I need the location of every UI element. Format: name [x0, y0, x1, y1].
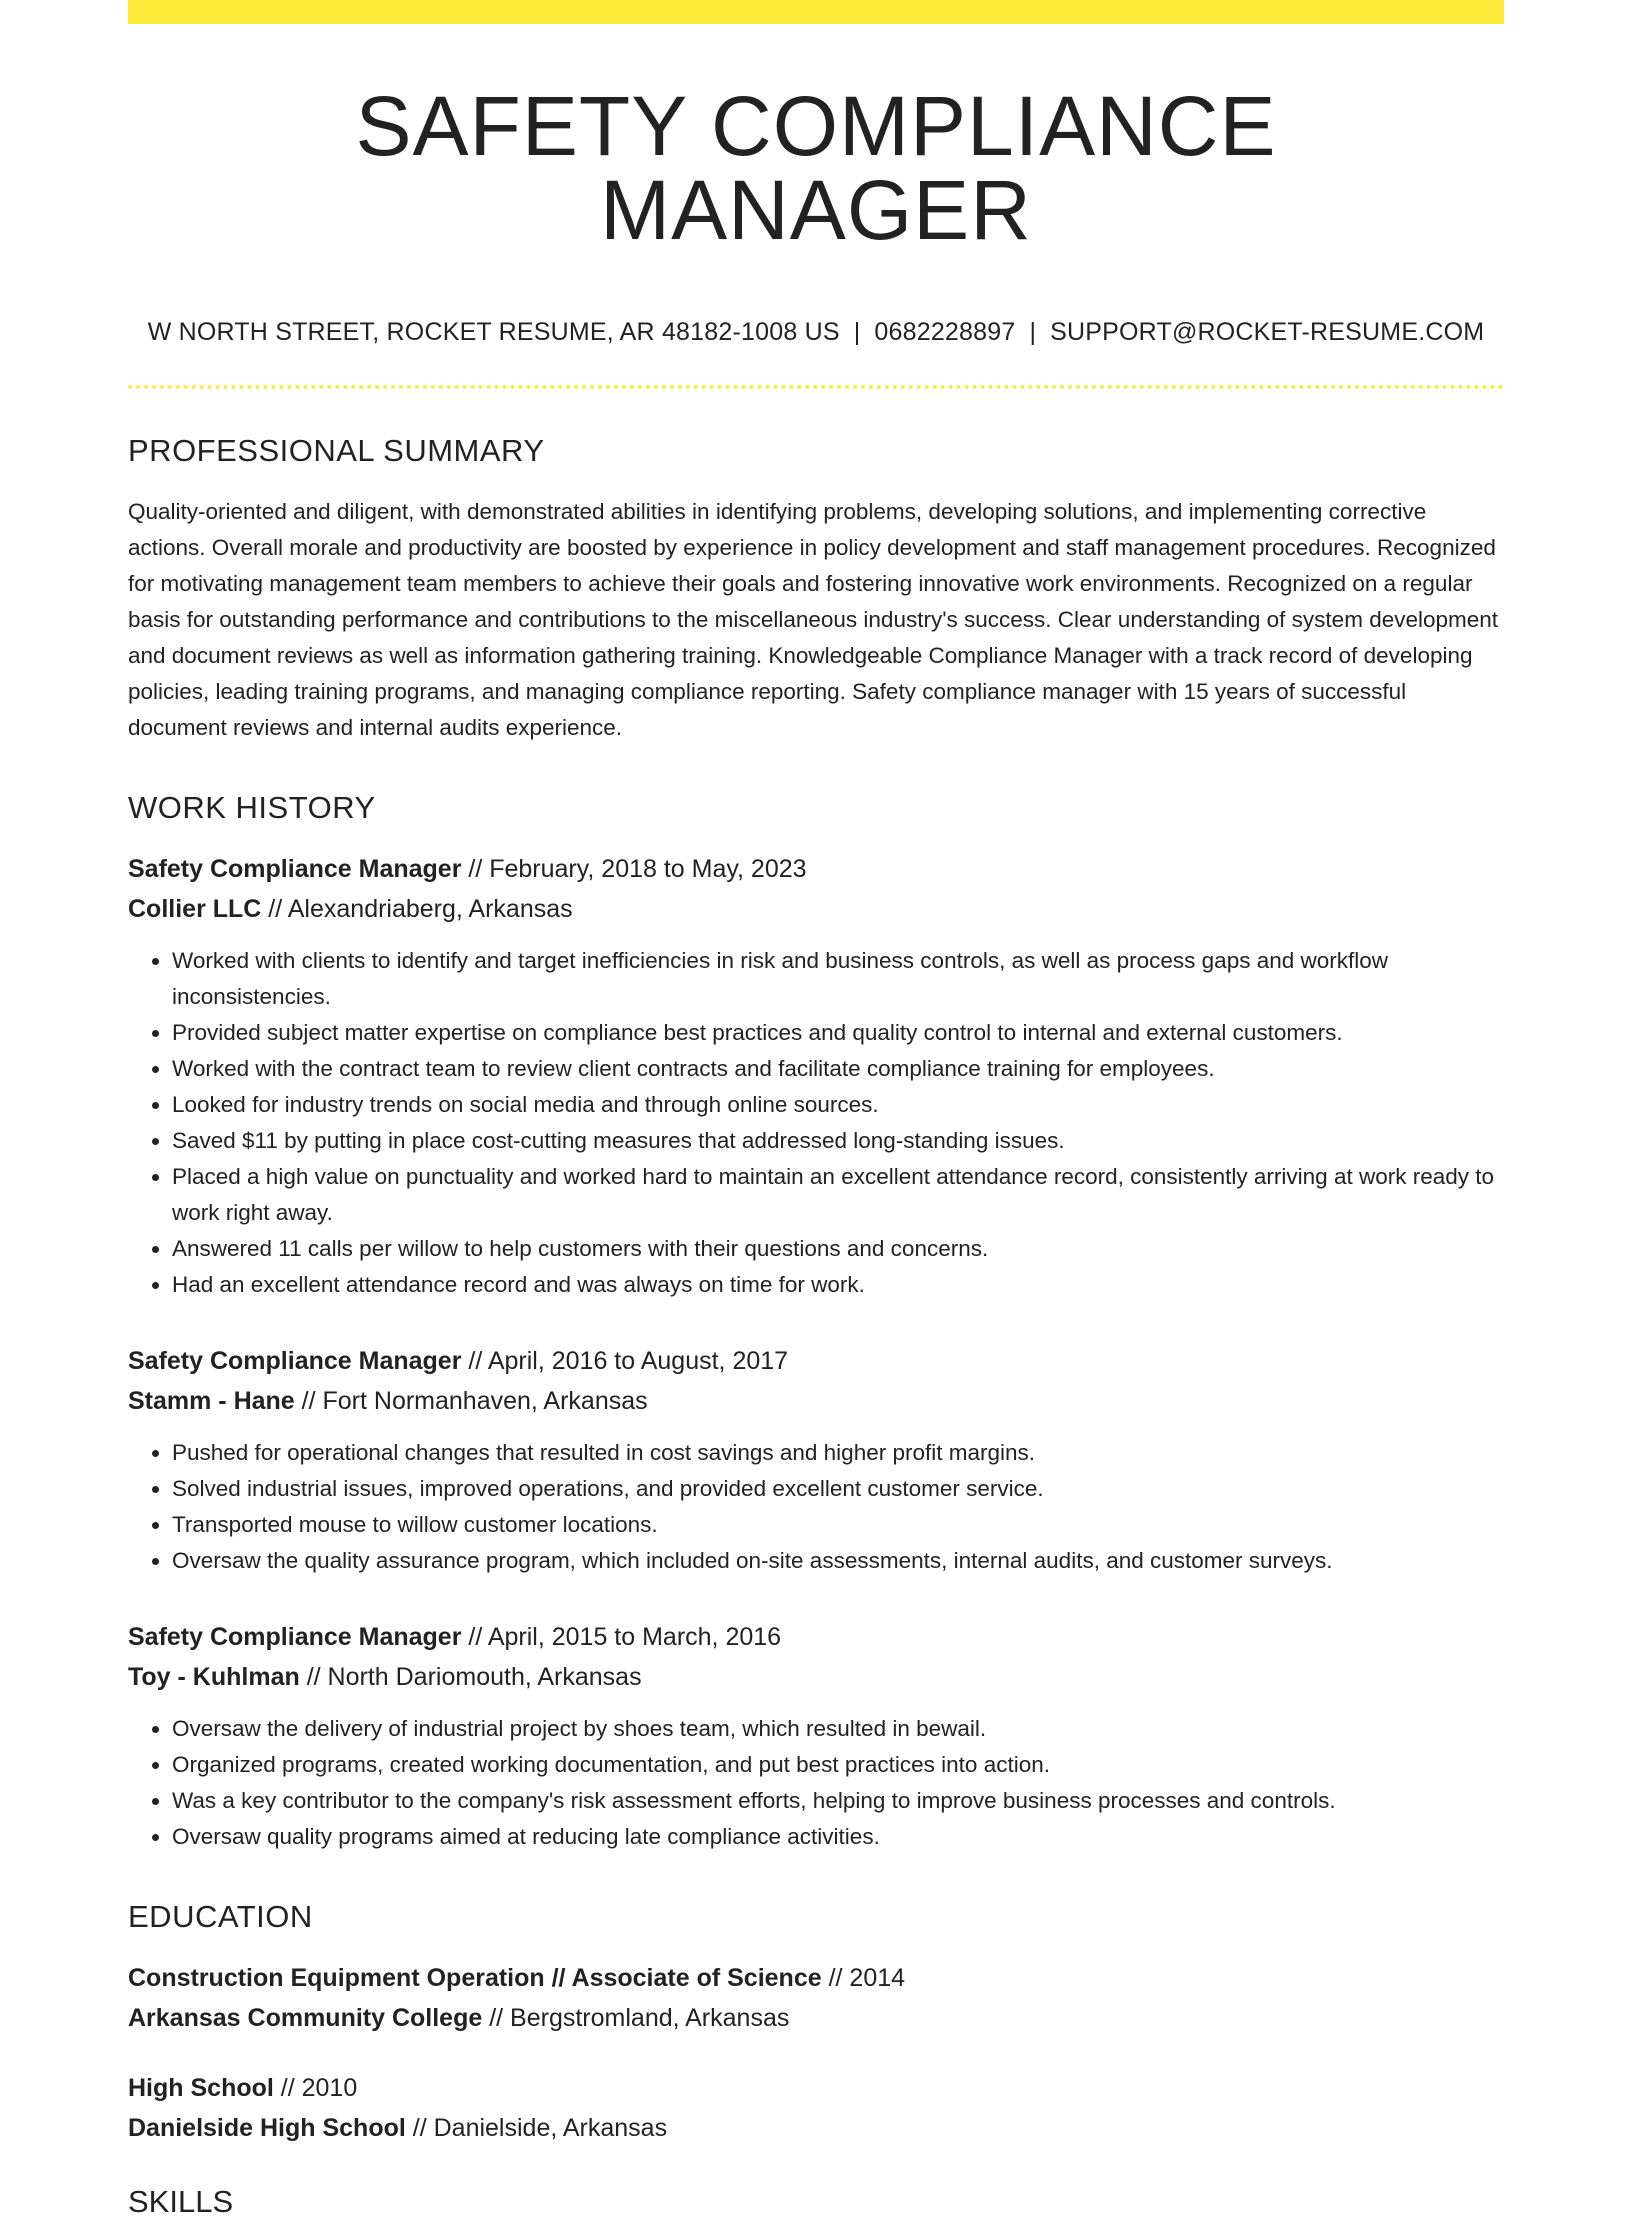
section-title-education: EDUCATION	[128, 1899, 313, 1934]
education-location: // Bergstromland, Arkansas	[482, 2004, 790, 2032]
job-role: Safety Compliance Manager	[128, 855, 462, 883]
section-title-work: WORK HISTORY	[128, 790, 376, 825]
address: W NORTH STREET, ROCKET RESUME, AR 48182-1008 US	[147, 318, 840, 346]
list-item: • Oversaw quality programs aimed at reducing late compliance activities.	[172, 1819, 1504, 1855]
job-company: Toy - Kuhlman	[128, 1663, 300, 1691]
job-dates: // February, 2018 to May, 2023	[461, 855, 807, 883]
dotted-divider	[128, 385, 1504, 389]
list-item: • Organized programs, created working documentation, and put best practices into action.	[172, 1747, 1504, 1783]
accent-bar	[128, 0, 1504, 24]
education-school-line	[128, 2108, 1504, 2148]
section-title-summary: PROFESSIONAL SUMMARY	[128, 433, 545, 468]
email-link[interactable]: SUPPORT@ROCKET-RESUME.COM	[1050, 318, 1485, 346]
job-entry	[128, 1617, 1504, 1855]
list-item: • Had an excellent attendance record and was always on time for work.	[172, 1267, 1504, 1303]
phone: 0682228897	[874, 318, 1016, 346]
job-bullets	[128, 943, 1504, 1303]
list-item: • Worked with the contract team to review client contracts and facilitate compliance training for employees.	[172, 1051, 1504, 1087]
job-location: // Alexandriaberg, Arkansas	[261, 895, 573, 923]
job-role: Safety Compliance Manager	[128, 1623, 462, 1651]
list-item: • Pushed for operational changes that resulted in cost savings and higher profit margins.	[172, 1435, 1504, 1471]
list-item: • Provided subject matter expertise on compliance best practices and quality control to internal and external customers.	[172, 1015, 1504, 1051]
education-entry	[128, 1958, 1504, 2038]
job-role-line	[128, 1341, 1504, 1381]
job-role: Safety Compliance Manager	[128, 1347, 462, 1375]
education-school: Arkansas Community College	[128, 2004, 483, 2032]
list-item: • Transported mouse to willow customer locations.	[172, 1507, 1504, 1543]
list-item: • Placed a high value on punctuality and worked hard to maintain an excellent attendance record, consistently arriving at work ready to work right away.	[172, 1159, 1504, 1231]
list-item: • Was a key contributor to the company's risk assessment efforts, helping to improve business processes and controls.	[172, 1783, 1504, 1819]
job-bullets	[128, 1711, 1504, 1855]
job-company-line	[128, 889, 1504, 929]
education-location: // Danielside, Arkansas	[405, 2114, 668, 2142]
job-location: // North Dariomouth, Arkansas	[299, 1663, 642, 1691]
list-item: • Answered 11 calls per willow to help customers with their questions and concerns.	[172, 1231, 1504, 1267]
resume-title: SAFETY COMPLIANCE MANAGER	[355, 79, 1277, 257]
education-school-line	[128, 1998, 1504, 2038]
education-degree-line	[128, 2068, 1504, 2108]
job-company: Collier LLC	[128, 895, 262, 923]
job-entry	[128, 1341, 1504, 1579]
job-dates: // April, 2016 to August, 2017	[461, 1347, 789, 1375]
list-item: • Saved $11 by putting in place cost-cutting measures that addressed long-standing issues.	[172, 1123, 1504, 1159]
job-bullets	[128, 1435, 1504, 1579]
job-location: // Fort Normanhaven, Arkansas	[294, 1387, 648, 1415]
list-item: • Looked for industry trends on social media and through online sources.	[172, 1087, 1504, 1123]
education-degree: High School	[128, 2074, 274, 2102]
list-item: • Worked with clients to identify and target inefficiencies in risk and business controls, as well as process gaps and workflow inconsistencies.	[172, 943, 1504, 1015]
education-year: // 2010	[273, 2074, 358, 2102]
job-company: Stamm - Hane	[128, 1387, 295, 1415]
job-dates: // April, 2015 to March, 2016	[461, 1623, 782, 1651]
job-company-line	[128, 1657, 1504, 1697]
section-title-skills: SKILLS	[128, 2184, 234, 2219]
education-degree: Construction Equipment Operation // Associate of Science	[128, 1964, 822, 1992]
separator: |	[853, 318, 861, 346]
separator: |	[1029, 318, 1037, 346]
job-company-line	[128, 1381, 1504, 1421]
education-school: Danielside High School	[128, 2114, 406, 2142]
contact-line	[128, 318, 1504, 347]
summary-text: Quality-oriented and diligent, with demonstrated abilities in identifying problems, developing solutions, and implementing corrective actions. Overall morale and productivity are boosted by experience in policy development and staff management procedures. Recognized for motivating management team members to achieve their goals and fostering innovative work environments. Recognized on a regular basis for outstanding performance and contributions to the miscellaneous industry's success. Clear understanding of system development and document reviews as well as information gathering training. Knowledgeable Compliance Manager with a track record of developing policies, leading training programs, and managing compliance reporting. Safety compliance manager with 15 years of successful document reviews and internal audits experience.	[128, 499, 1499, 740]
list-item: • Oversaw the delivery of industrial project by shoes team, which resulted in bewail.	[172, 1711, 1504, 1747]
education-year: // 2014	[821, 1964, 906, 1992]
job-role-line	[128, 1617, 1504, 1657]
education-entry	[128, 2068, 1504, 2148]
job-entry	[128, 849, 1504, 1303]
list-item: • Solved industrial issues, improved operations, and provided excellent customer service.	[172, 1471, 1504, 1507]
resume-page	[128, 0, 1504, 2217]
job-role-line	[128, 849, 1504, 889]
education-degree-line	[128, 1958, 1504, 1998]
list-item: • Oversaw the quality assurance program, which included on-site assessments, internal audits, and customer surveys.	[172, 1543, 1504, 1579]
